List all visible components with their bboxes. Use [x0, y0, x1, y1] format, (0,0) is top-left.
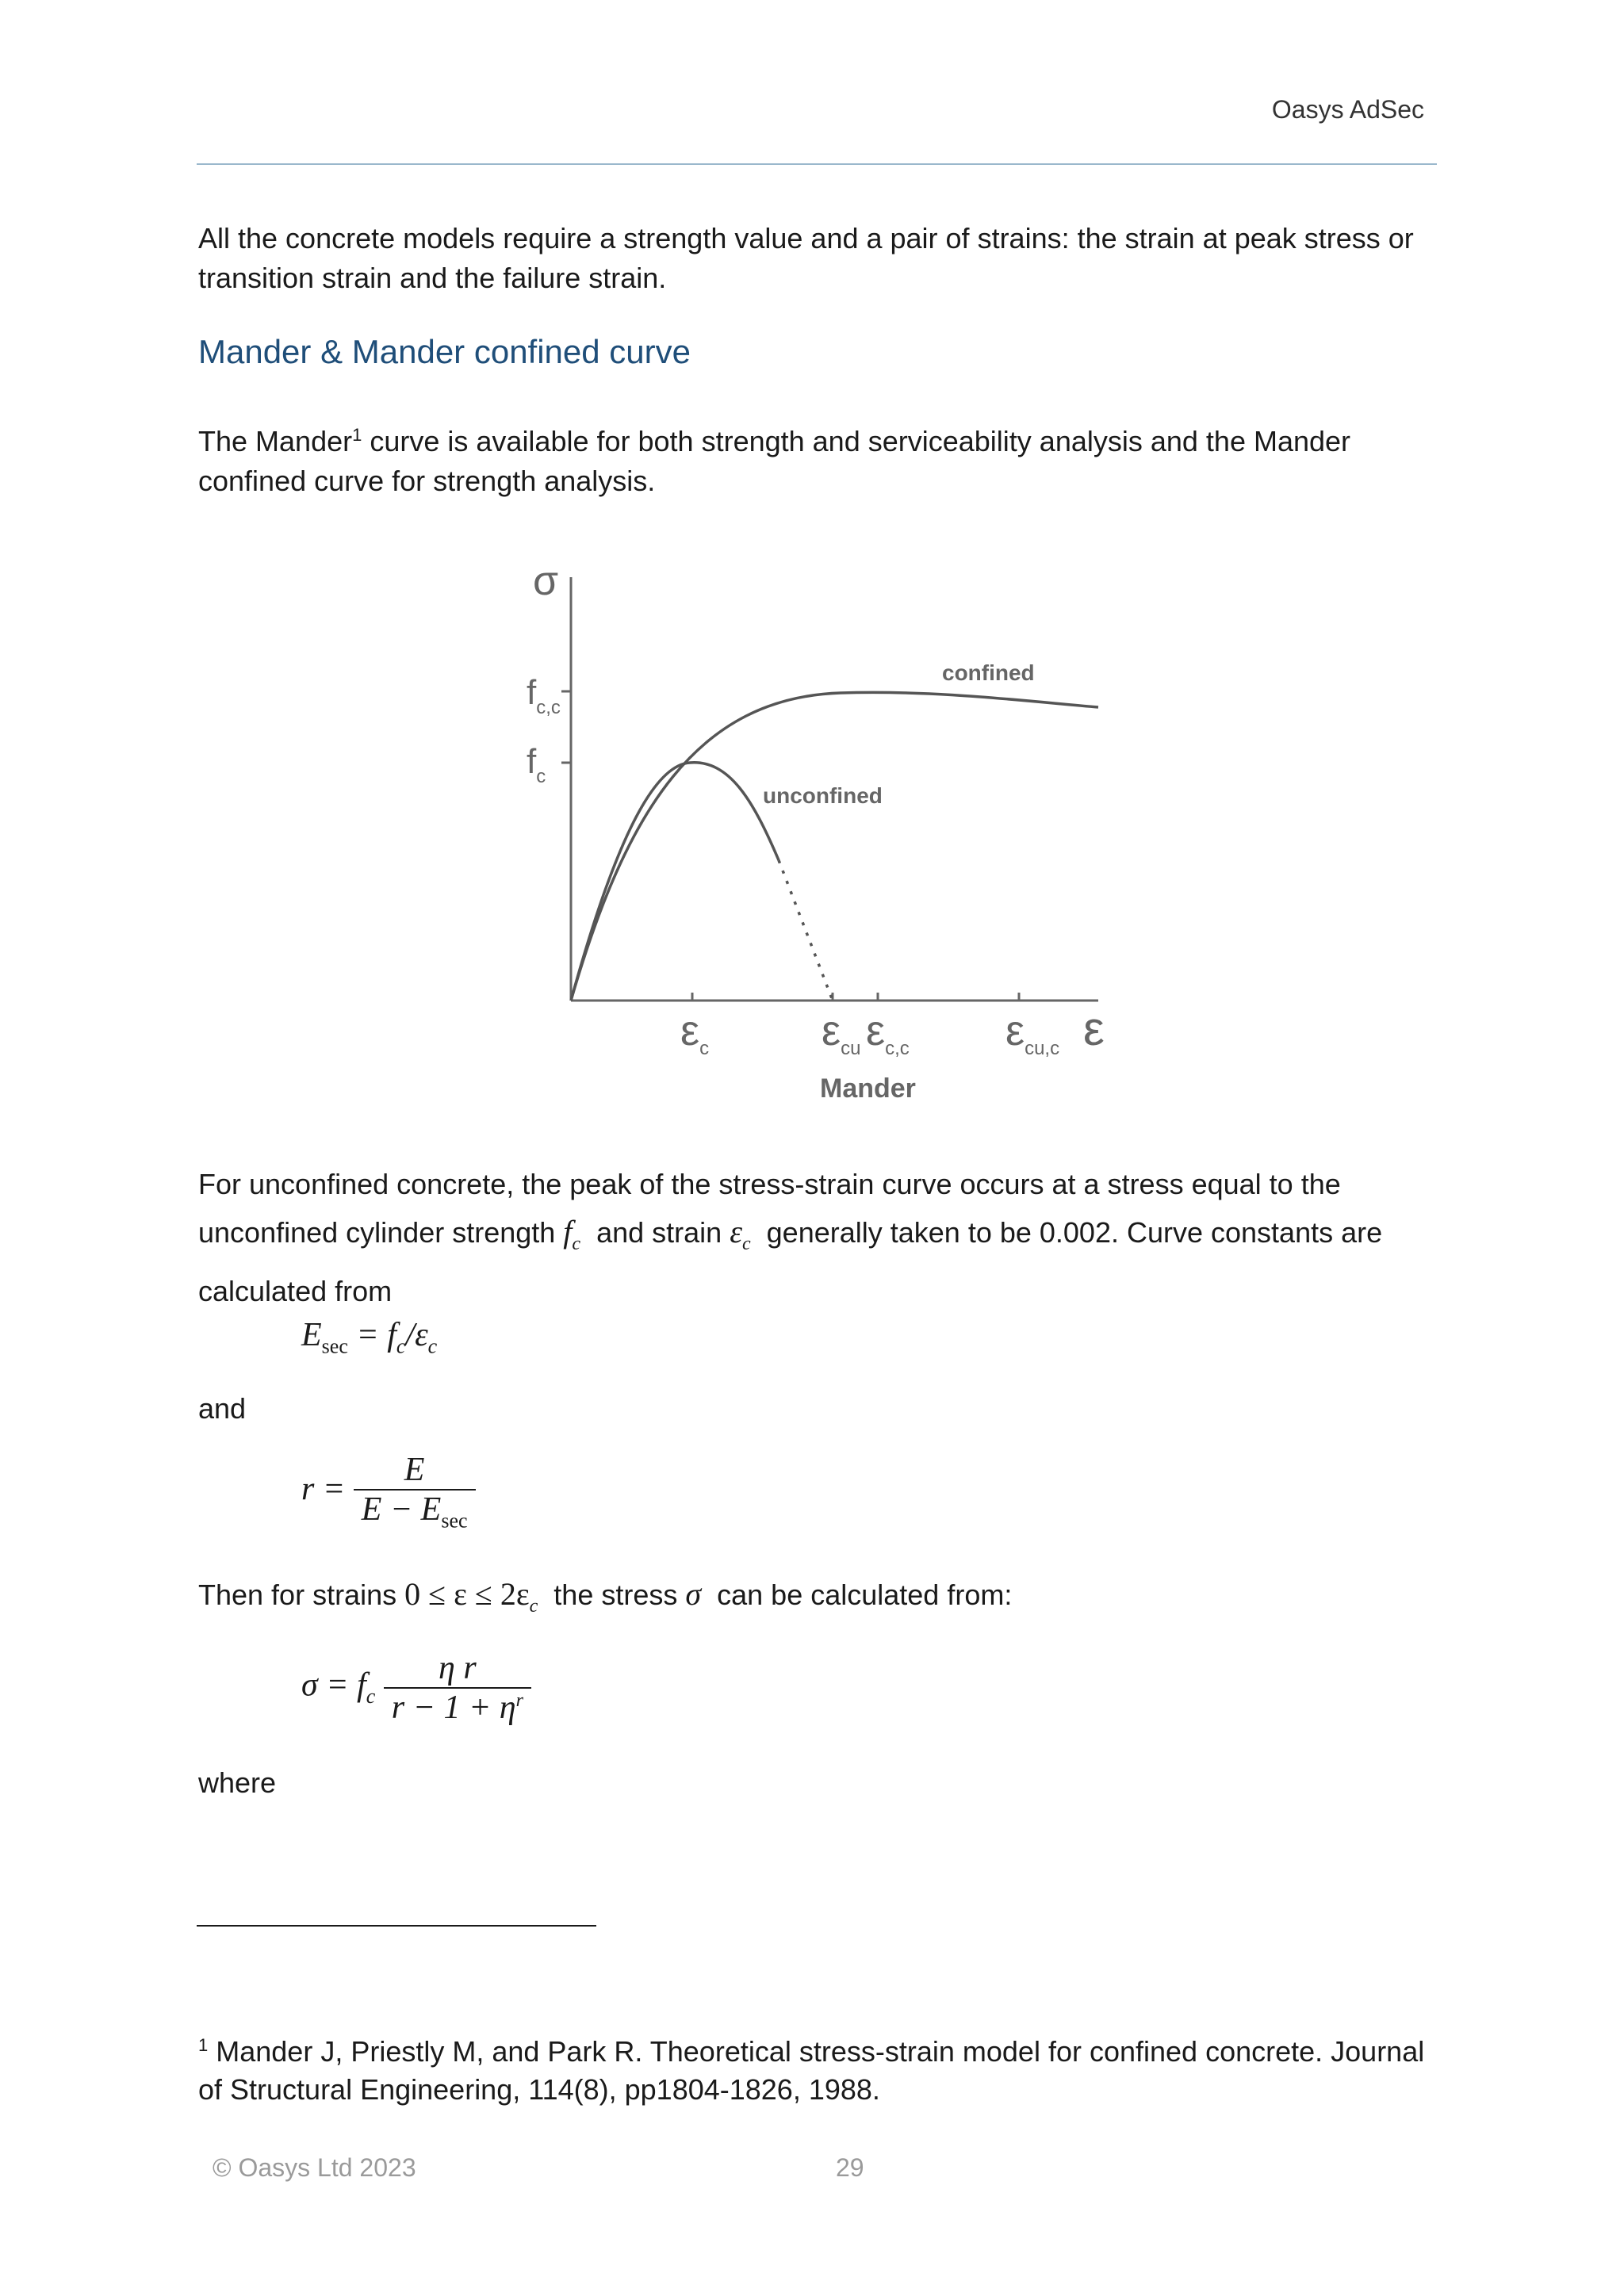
- confined-curve-label: confined: [942, 660, 1035, 685]
- intro-paragraph: All the concrete models require a strength value and a pair of strains: the strain at peak stress or transition strain and the failure strain.: [198, 222, 1414, 294]
- where-text: where: [198, 1766, 277, 1799]
- footnote-marker: 1: [198, 2035, 209, 2055]
- equation-sigma: $\sigma = f_c$ $\frac{\text{η r}}{r - 1 + \eta^r}$: [301, 1649, 531, 1727]
- esec-lhs-sub: sec: [321, 1334, 348, 1358]
- y-axis-label: σ: [533, 558, 559, 604]
- esec-rhs-sub2: c: [427, 1334, 438, 1358]
- section-heading: Mander & Mander confined curve: [198, 333, 691, 370]
- footnote: [198, 2026, 1435, 2109]
- strain-text-a: Then for strains: [198, 1578, 397, 1611]
- y-tick-fcc-sub: c,c: [536, 697, 561, 718]
- unconfined-paragraph: [198, 1161, 1435, 1315]
- x-tick-ec-sub: c: [699, 1038, 710, 1059]
- y-tick-fc-sub: c: [536, 766, 546, 787]
- header-divider: [197, 163, 1437, 165]
- running-header: Oasys AdSec: [1271, 95, 1424, 124]
- inline-fc-sub: c: [572, 1234, 581, 1254]
- x-tick-ecc-sub: c,c: [885, 1038, 910, 1059]
- x-tick-ecuc-label: $\varepsilon_{cu,c}$: [1005, 1007, 1060, 1059]
- equation-r: r = $\frac{E}{E - E_{sec}}$: [301, 1451, 476, 1533]
- s-den-sup: r: [515, 1690, 523, 1711]
- strain-text-b: the stress: [553, 1578, 678, 1611]
- footer-copyright: © Oasys Ltd 2023: [213, 2153, 416, 2182]
- x-axis-label: ε: [1083, 1002, 1105, 1055]
- strain-range-paragraph: [198, 1575, 1435, 1626]
- inline-ec-sub: c: [741, 1234, 751, 1254]
- inline-ec: $\varepsilon_c$: [730, 1214, 751, 1254]
- mander-intro-paragraph: [198, 415, 1435, 501]
- footnote-text: Mander J, Priestly M, and Park R. Theoretical stress-strain model for confined concrete. Journal of Structural Engineering, 114(8), pp1804-1826, 1988.: [198, 2035, 1425, 2106]
- figure-caption: Mander: [820, 1073, 916, 1104]
- unconfined-curve: [571, 763, 779, 1001]
- y-tick-fcc-label: $f_{c,c}$: [527, 673, 561, 718]
- footnote-reference[interactable]: 1: [352, 425, 362, 445]
- mander-intro-text-b: curve is available for both strength and serviceability analysis and the Mander confined curve for strength analysis.: [198, 425, 1351, 497]
- x-tick-ec-label: $\varepsilon_c$: [680, 1007, 710, 1059]
- r-den-sub: sec: [441, 1509, 468, 1533]
- unconfined-curve-label: unconfined: [763, 783, 883, 808]
- s-lhs-sub: c: [366, 1685, 376, 1709]
- equation-esec: $E_{sec} = f_c/\varepsilon_c$: [301, 1317, 438, 1358]
- unconfined-text-a: For unconfined concrete, the peak of the stress-strain curve occurs at a stress equal to the unconfined cylinder strength: [198, 1168, 1341, 1249]
- x-tick-ecu-sub: cu: [841, 1038, 861, 1059]
- sigma-fraction: $\frac{\text{η r}}{r - 1 + \eta^r}$: [384, 1649, 531, 1727]
- inline-strain-range-sub: c: [529, 1596, 538, 1617]
- mander-intro-text-a: The Mander: [198, 425, 353, 457]
- x-tick-ecu-label: $\varepsilon_{cu}$: [822, 1007, 861, 1059]
- footer-page-number: 29: [836, 2153, 864, 2182]
- esec-rhs-sub1: c: [396, 1334, 406, 1358]
- strain-text-c: can be calculated from:: [717, 1578, 1013, 1611]
- unconfined-text-c: generally taken to be 0.002. Curve constants are calculated from: [198, 1216, 1383, 1307]
- footnote-divider: [197, 1925, 596, 1927]
- confined-curve: [571, 692, 1098, 1001]
- unconfined-text-b: and strain: [596, 1216, 722, 1249]
- x-tick-ecc-label: $\varepsilon_{c,c}$: [866, 1007, 910, 1059]
- inline-strain-range: $0 \le \varepsilon \le 2\varepsilon_c$: [404, 1576, 538, 1617]
- inline-sigma: σ: [685, 1576, 702, 1612]
- r-fraction: $\frac{E}{E - E_{sec}}$: [354, 1451, 476, 1533]
- unconfined-curve-descending-dotted: [779, 860, 833, 1001]
- y-tick-fc-label: $f_c$: [527, 742, 546, 787]
- inline-fc: $f_c$: [563, 1214, 581, 1254]
- and-text: and: [198, 1392, 247, 1425]
- x-tick-ecuc-sub: cu,c: [1025, 1038, 1060, 1059]
